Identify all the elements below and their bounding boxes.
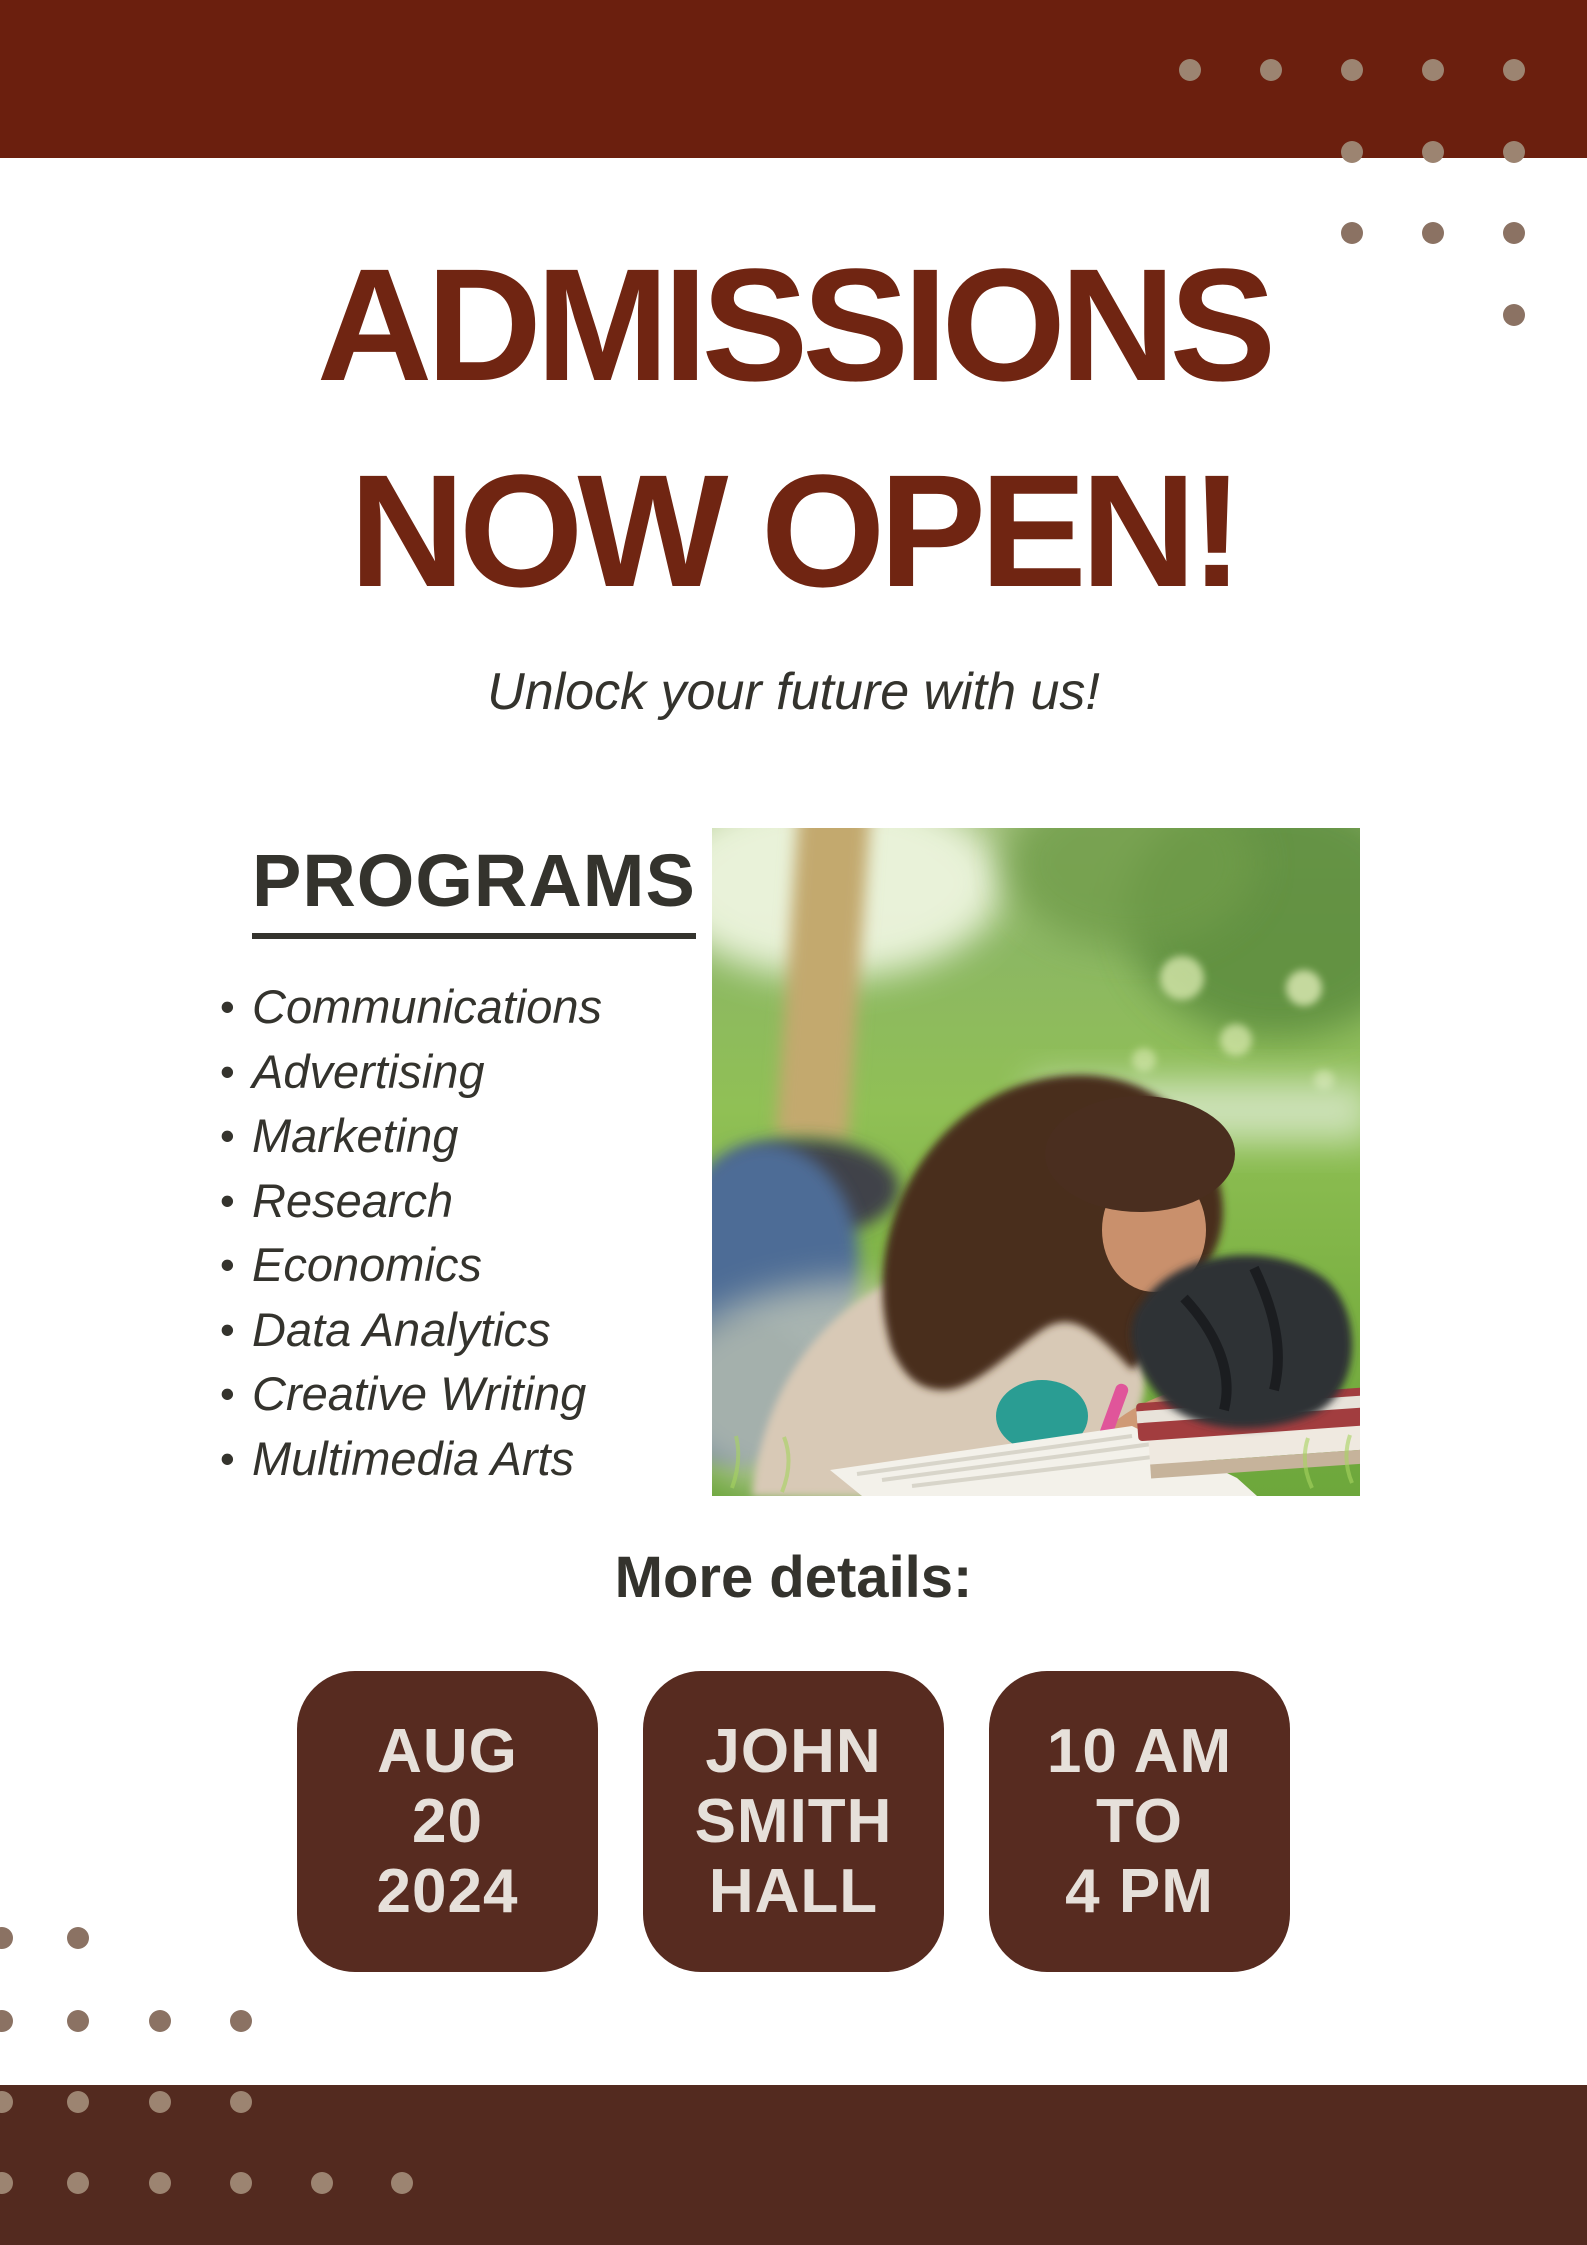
programs-heading: PROGRAMS xyxy=(252,838,696,939)
programs-section xyxy=(252,838,702,1491)
more-details-label: More details: xyxy=(614,1545,973,1610)
venue-card-line: SMITH xyxy=(694,1786,893,1856)
poster-subtitle: Unlock your future with us! xyxy=(487,663,1100,721)
program-item: • Marketing xyxy=(252,1104,702,1169)
dot-grid-bottom-left xyxy=(0,1925,430,2215)
venue-card-line: HALL xyxy=(708,1856,879,1926)
programs-list xyxy=(252,975,702,1491)
time-card xyxy=(989,1671,1290,1972)
time-card-line: 10 AM xyxy=(1046,1716,1233,1786)
detail-cards xyxy=(297,1671,1290,1972)
program-item: • Research xyxy=(252,1169,702,1234)
venue-card xyxy=(643,1671,944,1972)
date-card-line: 20 xyxy=(412,1786,483,1856)
program-item: • Communications xyxy=(252,975,702,1040)
program-item: • Data Analytics xyxy=(252,1298,702,1363)
title-line-1: ADMISSIONS xyxy=(316,235,1271,414)
program-item: • Multimedia Arts xyxy=(252,1427,702,1492)
venue-card-line: JOHN xyxy=(705,1716,882,1786)
time-card-line: 4 PM xyxy=(1065,1856,1214,1926)
date-card-line: AUG xyxy=(377,1716,518,1786)
student-photo xyxy=(712,828,1360,1496)
title-line-2: NOW OPEN! xyxy=(349,441,1238,620)
time-card-line: TO xyxy=(1096,1786,1183,1856)
poster-title xyxy=(0,222,1587,634)
program-item: • Economics xyxy=(252,1233,702,1298)
program-item: • Advertising xyxy=(252,1040,702,1105)
program-item: • Creative Writing xyxy=(252,1362,702,1427)
date-card-line: 2024 xyxy=(376,1856,519,1926)
